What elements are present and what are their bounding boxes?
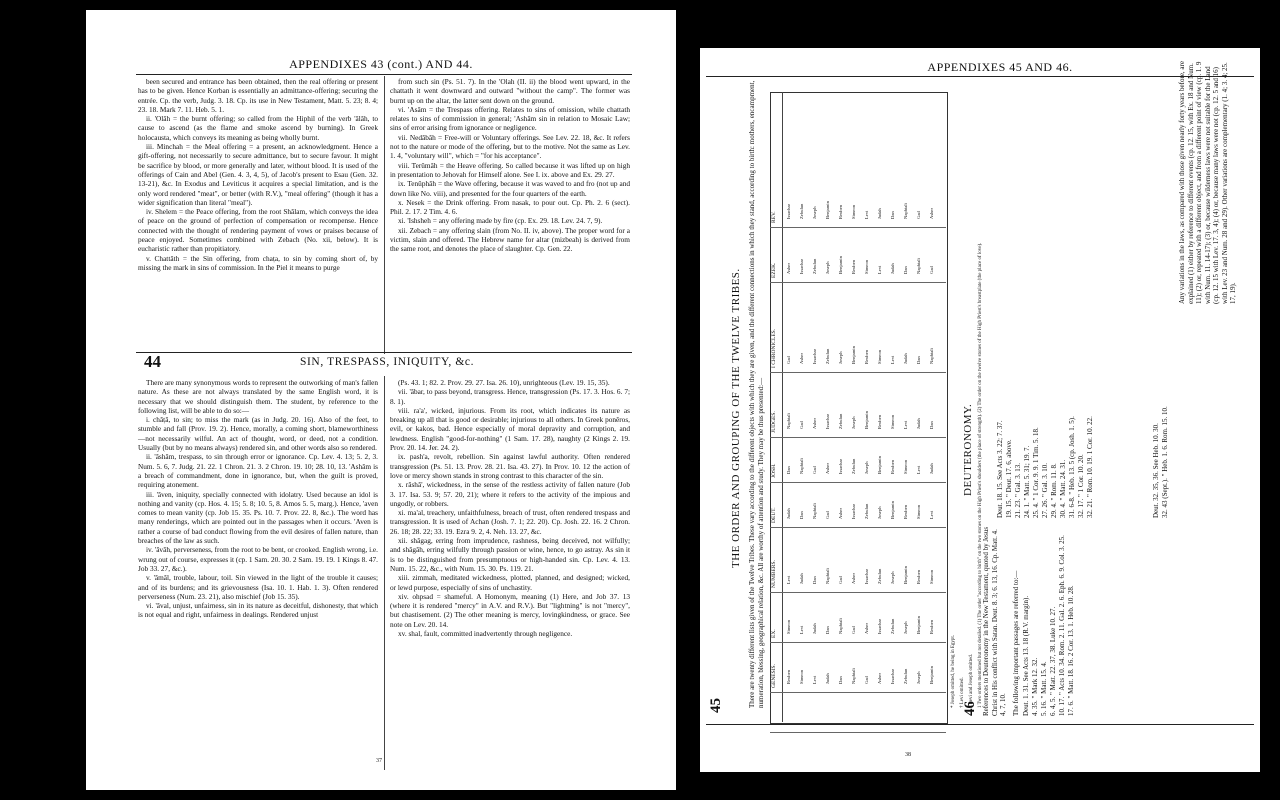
- table-cell: Simeon: [851, 204, 856, 219]
- table-cell: Judah: [877, 208, 882, 219]
- table-cell: Asher: [799, 353, 804, 364]
- reference-line: 17. 6. " Matt. 18. 16. 2 Cor. 13. 1. Heb. 10. 28.: [1067, 585, 1075, 716]
- table-cell: Benjamin: [838, 256, 843, 274]
- table-cell: Asher: [851, 573, 856, 584]
- reference-line: Deut. 18. 15. See Acts 3. 22; 7. 37.: [996, 420, 1004, 518]
- paragraph: v. Chattâth = the Sin offering, from chaṭa, to sin by coming short of, by missing the mark in sins of commission. In the Piel it means to purge: [138, 253, 378, 272]
- paragraph: viii. ra'a', wicked, injurious. From its root, which indicates its nature as breaking up all that is good or desirable; injurious to all others. In Greek ponêros, evil, or kakos, bad. Hence especially of moral depravity and corruption, and lewdness. English "good-for-nothing" (1 Sam. 17. 28), naughty (2 Kings 2. 19. Prov. 20. 14. Jer. 24. 2).: [390, 405, 630, 453]
- paragraph: iv. 'âvâh, perverseness, from the root to be bent, or crooked. English wrong, i.e. wrung out of course, expresses it (cp. 1 Sam. 20. 30. 2 Sam. 19. 19. 1 Kings 8. 47. Job 33. 27, &c.).: [138, 545, 378, 573]
- page-number: 38: [905, 752, 911, 758]
- table-column-header: I CHRONICLES.: [771, 328, 777, 368]
- table-cell: Naphtali: [916, 258, 921, 274]
- table-cell: Reuben: [786, 669, 791, 684]
- paragraph: xi. 'Ishsheh = any offering made by fire (cp. Ex. 29. 18. Lev. 24. 7, 9).: [398, 216, 603, 226]
- table-cell: Judah: [903, 353, 908, 364]
- table-cell: Judah: [825, 673, 830, 684]
- table-cell: Asher: [864, 623, 869, 634]
- header-rule: [136, 74, 632, 75]
- table-cell: Issachar: [851, 503, 856, 519]
- table-cell: Naphtali: [799, 458, 804, 474]
- table-cell: Benjamin: [903, 566, 908, 584]
- paragraph: xii. shâgag, erring from imprudence, rashness, being deceived, not wilfully; and shâgâh, erring wilfully through passion or wine, hence, to go astray. As sin it is to be distinguished from presumptuous or high-handed sin. Cp. Lev. 4. 13. Num. 15. 22, &c., with Num. 15. 30. Ps. 119. 21.: [390, 536, 630, 573]
- upper-left-column: [138, 77, 378, 272]
- section-46-title: DEUTERONOMY.: [962, 403, 974, 496]
- reference-line: 27. 26. " Gal. 3. 10.: [1041, 463, 1049, 518]
- table-cell: Benjamin: [877, 456, 882, 474]
- reference-line: 32. 17. " 1 Cor. 10. 20.: [1077, 454, 1085, 518]
- table-cell: Reuben: [929, 619, 934, 634]
- table-cell: Levi: [929, 510, 934, 519]
- table-cell: Naphtali: [825, 568, 830, 584]
- table-cell: Benjamin: [851, 346, 856, 364]
- paragraph: been secured and entrance has been obtained, then the real offering or present has to be given. Hence Korban is essentially an admittance-offering; securing the entrée. Cp. the verb, Judg. 3. 18. Cp. its use in New Testament, Matt. 5. 23; 8. 4; 23. 18. Mark 7. 11. Heb. 5. 1.: [138, 77, 378, 114]
- table-column-rule: [770, 692, 946, 693]
- reference-line: 25. 4. " 1 Cor. 9. 9. 1 Tim. 5. 18.: [1032, 427, 1040, 518]
- lower-right-column: [390, 378, 630, 638]
- reference-line: 19. 15. " Deut. 17. 6, above.: [1005, 439, 1013, 518]
- table-cell: Gad: [851, 626, 856, 634]
- paragraph: (Ps. 43. 1; 82. 2. Prov. 29. 27. Isa. 26. 10), unrighteous (Lev. 19. 15, 35).: [398, 378, 610, 387]
- table-cell: Judah: [916, 418, 921, 429]
- table-cell: Reuben: [916, 569, 921, 584]
- section-46-closing: Any variations in the laws, as compared with those given nearly forty years before, are explained (1) either by reference to different events (cp. 12. 15, with Ex. 18 and Num. 11); (2) or, repeated with a different object, and from a different point of view (cp. 1. 9 with Num. 11. 14-17); (3) or, because wilderness laws were not suitable for the Land (cp. 12. 15 with Lev. 17. 3, 4); (4) or, because many laws were not (cp. 12. 5 and 16) with Lev. 23 and Num. 28 and 29). Other variations are complementary (1. 4; 3. 4; 25. 17, 19).: [1178, 61, 1237, 304]
- table-cell: Gad: [786, 356, 791, 364]
- reference-line: 5. 16. " Matt. 15. 4.: [1040, 661, 1048, 716]
- table-column-rule: [770, 227, 946, 228]
- paragraph: vii. 'âbar, to pass beyond, transgress. Hence, transgression (Ps. 17. 3. Hos. 6. 7; 8. 1).: [390, 387, 630, 406]
- table-cell: Zebulun: [877, 568, 882, 584]
- table-cell: Zebulun: [799, 203, 804, 219]
- paragraph: x. râshâ', wickedness, in the sense of the restless activity of fallen nature (Job 3. 17. Isa. 53. 9; 57. 20, 21); where it refers to the activity of the impious and ungodly, or robbers.: [390, 480, 630, 508]
- table-cell: Benjamin: [890, 501, 895, 519]
- paragraph: ii. 'Olâh = the burnt offering; so called from the Hiphil of the verb 'âlâh, to cause to ascend (as the flame and smoke ascend by burning). In Greek holocausta, which conveys its meaning as being wholly burnt.: [138, 114, 378, 142]
- table-column-header: DEUT.: [771, 507, 777, 523]
- table-cell: Zebulun: [838, 413, 843, 429]
- table-cell: Zebulun: [890, 618, 895, 634]
- paragraph: xv. shal, fault, committed inadvertently through negligence.: [398, 629, 573, 639]
- table-cell: Reuben: [864, 349, 869, 364]
- right-page-header: APPENDIXES 45 AND 46.: [927, 60, 1073, 74]
- table-cell: Issachar: [812, 348, 817, 364]
- page-number: 37: [376, 758, 382, 764]
- table-cell: Judah: [890, 263, 895, 274]
- table-cell: Dan: [890, 211, 895, 219]
- section-number: 44: [144, 352, 161, 371]
- reference-line: 29. 4. " Rom. 11. 8.: [1050, 463, 1058, 518]
- table-cell: Naphtali: [903, 203, 908, 219]
- left-page: [86, 10, 676, 790]
- table-cell: Simeon: [864, 259, 869, 274]
- header-rule: [706, 76, 1254, 77]
- table-cell: Joseph: [812, 206, 817, 219]
- reference-line: 21. 23. " Gal. 3. 13.: [1014, 463, 1022, 518]
- reference-line: 24. 1. " Matt. 5. 31; 19. 7.: [1023, 445, 1031, 518]
- table-cell: Joseph: [825, 261, 830, 274]
- paragraph: iii. Minchah = the Meal offering = a present, an acknowledgment. Hence a gift-offering, not necessarily to secure admittance, but to secure favour. It might be sacrifice by blood, or more generally and later, without blood. It is used of the offerings of Cain and Abel (Gen. 4. 3, 4, 5), of Jacob's present to Esau (Gen. 32. 13-21), &c. In Exodus and Leviticus it acquires a special limitation, and is the only word rendered "meat", or better (with R.V.), "meal offering" (though it has a wider signification than literal "meal").: [138, 142, 378, 207]
- table-cell: Reuben: [877, 414, 882, 429]
- table-cell: Zebulun: [903, 668, 908, 684]
- table-column-rule: [770, 592, 946, 593]
- table-cell: Levi: [916, 465, 921, 474]
- table-column-header: JUDGES.: [771, 411, 777, 433]
- table-cell: Simeon: [877, 349, 882, 364]
- table-cell: Naphtali: [851, 668, 856, 684]
- paragraph: xi. ma'al, treachery, unfaithfulness, breach of trust, often rendered trespass and transgression. It is used of Achan (Josh. 7. 1; 22. 20). Cp. Josh. 22. 16. 2 Chron. 26. 18; 28. 22; 33. 19. Ezra 9. 2, 4. Neh. 13. 27, &c.: [390, 508, 630, 536]
- table-cell: Asher: [825, 463, 830, 474]
- table-column-rule: [770, 642, 946, 643]
- table-cell: Dan: [799, 511, 804, 519]
- reference-line: 32. 43 (Sept.). " Heb. 1. 6. Rom. 15. 10.: [1161, 406, 1169, 518]
- table-cell: Zebulun: [864, 503, 869, 519]
- table-cell: Zebulun: [825, 348, 830, 364]
- table-cell: Simeon: [916, 504, 921, 519]
- table-cell: Dan: [786, 466, 791, 474]
- table-cell: Asher: [838, 508, 843, 519]
- footnote: ‡ Levi and Joseph omitted.: [969, 653, 974, 708]
- table-column-rule: [770, 482, 946, 483]
- paragraph: v. 'âmâl, trouble, labour, toil. Sin viewed in the light of the trouble it causes; and of its burdens; and its grievousness (Isa. 10. 1. Hab. 1. 3). Often rendered perverseness (Num. 23. 21), also mischief (Job 15. 35).: [138, 573, 378, 601]
- table-cell: Simeon: [929, 569, 934, 584]
- paragraph: ix. pash'a, revolt, rebellion. Sin against lawful authority. Often rendered transgression (Ps. 51. 13. Prov. 28. 21. Isa. 43. 27). In Prov. 10. 12 the action of love or mercy shown stands in strong contrast to this character of the sin.: [390, 452, 630, 480]
- table-cell: Issachar: [825, 413, 830, 429]
- table-cell: Issachar: [838, 458, 843, 474]
- reference-line: Deut. 32. 35, 36. See Heb. 10. 30.: [1152, 423, 1160, 518]
- table-cell: Benjamin: [825, 201, 830, 219]
- paragraph: xiv. ohpsad = shameful. A Homonym, meaning (1) Here, and Job 37. 13 (where it is rendered "mercy" in A.V. and R.V.). But "lightning" is not "mercy", but chastisement. (2) The other meaning is mercy, lovingkindness, or grace. See note on Lev. 20. 14.: [390, 591, 630, 629]
- reference-line: 6. 4, 5. " Matt. 22. 37, 38. Luke 10. 27.: [1049, 606, 1057, 716]
- table-cell: Levi: [877, 265, 882, 274]
- table-cell: Simeon: [786, 619, 791, 634]
- paragraph: There are many synonymous words to represent the outworking of man's fallen nature. As these are not always translated by the same English word, it is necessary that we should distinguish them. The student, by reference to the following list, will be able to do so:—: [138, 378, 378, 415]
- table-cell: Joseph: [864, 461, 869, 474]
- table-column-rule: [770, 372, 946, 373]
- reference-line: 4. 35. " Mark 12. 32.: [1031, 657, 1039, 716]
- table-cell: Dan: [903, 266, 908, 274]
- left-page-header: APPENDIXES 43 (cont.) AND 44.: [289, 57, 473, 71]
- table-cell: Dan: [916, 356, 921, 364]
- section-46-number: 46: [962, 701, 978, 716]
- table-cell: Benjamin: [916, 616, 921, 634]
- table-cell: Issachar: [877, 618, 882, 634]
- table-cell: Asher: [877, 673, 882, 684]
- table-cell: Gad: [812, 466, 817, 474]
- table-cell: Judah: [812, 623, 817, 634]
- table-cell: Simeon: [890, 414, 895, 429]
- table-cell: Joseph: [903, 621, 908, 634]
- section-46-list-intro: The following important passages are referred to:—: [1012, 570, 1020, 716]
- table-cell: Naphtali: [838, 618, 843, 634]
- footnote: 1 Two orders mentioned but not detailed. (1) The order "according to birth" on the two stones on the High Priest's shoulders (the place of strength). (2) The order on the twelve stones of the High Priest's breastplate (the place of love).: [978, 242, 983, 708]
- table-cell: Dan: [929, 421, 934, 429]
- table-cell: Issachar: [890, 668, 895, 684]
- table-cell: Issachar: [799, 258, 804, 274]
- table-cell: Judah: [786, 508, 791, 519]
- table-column-header: EZEK.: [771, 262, 777, 278]
- paragraph: iv. Shelem = the Peace offering, from the root Shâlam, which conveys the idea of peace on the ground of perfection of compensation or recompense. Hence connected with the thought of rendering payment of vows or praises because of peace enjoyed. Sometimes combined with Zebach (No. xii, below). It is eucharistic rather than propitiatory.: [138, 207, 378, 254]
- table-cell: Benjamin: [929, 666, 934, 684]
- paragraph: vi. 'Asâm = the Trespass offering. Relates to sins of omission, while chattath relates to sins of commission in general; 'Ashâm sin in relation to Mosaic Law; sins of error arising from ignorance or negligence.: [390, 104, 630, 133]
- table-cell: Naphtali: [929, 348, 934, 364]
- paragraph: xii. Zebach = any offering slain (from No. II. iv, above). The proper word for a victim, slain and offered. The Hebrew name for altar (mizbeah) is derived from the same root, and denotes the place of slaughter. Cp. Gen. 22.: [390, 225, 630, 254]
- table-cell: Joseph: [838, 351, 843, 364]
- table-column-rule: [770, 527, 946, 528]
- table-cell: Levi: [786, 575, 791, 584]
- table-cell: Asher: [812, 418, 817, 429]
- table-cell: Zebulun: [851, 458, 856, 474]
- paragraph: iii. 'âven, iniquity, specially connected with idolatry. Used because an idol is nothing and vanity (cp. Hos. 4. 15; 5. 8; 10. 5, 8. Amos 5. 5, marg.). Hence, 'aven comes to mean vanity (cp. Job 15. 35. Ps. 10. 7. Prov. 22. 8, &c.). The word has many renderings, which are pointed out in the passages when it occurs. 'Aven is rather a course of bad conduct flowing from the evil desires of fallen nature, than breaches of the law as such.: [138, 489, 378, 546]
- reference-line: 32. 21. " Rom. 10. 19. 1 Cor. 10. 22.: [1086, 416, 1094, 518]
- table-cell: Levi: [799, 625, 804, 634]
- paragraph: i. châṭâ, to sin; to miss the mark (as in Judg. 20. 16). Also of the feet, to stumble and fall (Prov. 19. 2). Hence, morally, a coming short, blameworthiness—not necessarily wilful. An act of thought, word, or deed, not a condition. Usually (but by no means always) rendered sin, and other words also so rendered.: [138, 415, 378, 453]
- paragraph: vii. Nedâbâh = Free-will or Voluntary offerings. See Lev. 22. 18, &c. It refers not to the nature or mode of the offering, but to the motive. Not the same as Lev. 1. 4, "voluntary will", which = "for his acceptance".: [390, 132, 630, 161]
- table-cell: Levi: [812, 675, 817, 684]
- table-cell: Levi: [890, 355, 895, 364]
- table-column-header: JOSH.: [771, 463, 777, 478]
- table-cell: Judah: [929, 463, 934, 474]
- table-column-header: REV.: [771, 211, 777, 223]
- column-divider: [384, 76, 385, 354]
- table-cell: Dan: [812, 576, 817, 584]
- table-cell: Joseph: [877, 506, 882, 519]
- table-cell: Benjamin: [864, 411, 869, 429]
- section-45-title: THE ORDER AND GROUPING OF THE TWELVE TRIBES.: [730, 268, 742, 568]
- section-45-intro: There are twenty different lists given of the Twelve Tribes. These vary according to the different objects with which they are given, and the different connections in which they stand, according to birth: mothers, encampment, numeration, blessing, geographical relation, &c. All are worthy of attention and study. They may be thus presented:—: [748, 80, 765, 708]
- paragraph: ii. 'âshâm, trespass, to sin through error or ignorance. Cp. Lev. 4. 13; 5. 2, 3. Num. 5. 6, 7. Judg. 21. 22. 1 Chron. 21. 3. 2 Chron. 19. 10; 28. 10, 13. 'Ashâm is a breach of commandment, done in ignorance, but, when the guilt is proved, requiring atonement.: [138, 452, 378, 490]
- table-cell: Joseph: [916, 671, 921, 684]
- table-cell: Asher: [786, 263, 791, 274]
- table-cell: Dan: [838, 676, 843, 684]
- table-column-rule: [770, 437, 946, 438]
- paragraph: xiii. zimmah, meditated wickedness, plotted, planned, and designed; wicked, or lewd purpose, especially of sins of unchastity.: [390, 573, 630, 592]
- table-cell: Gad: [864, 676, 869, 684]
- table-cell: Gad: [799, 421, 804, 429]
- table-cell: Gad: [916, 211, 921, 219]
- section-46-intro: References to Deuteronomy in the New Testament, quoted by Jesus Christ in His conflict with Satan. Deut. 8. 3; 6. 13, 16. Cp. Matt. 4. 4, 7, 10.: [982, 526, 1007, 716]
- paragraph: x. Nesek = the Drink offering. From nasak, to pour out. Cp. Ph. 2. 6 (sect). Phil. 2. 17. 2 Tim. 4. 6.: [390, 197, 630, 217]
- table-cell: Joseph: [851, 416, 856, 429]
- table-column-header: EX.: [771, 629, 777, 638]
- footnote: * Joseph omitted, he being in Egypt.: [951, 634, 956, 708]
- table-cell: Simeon: [799, 669, 804, 684]
- right-page: [700, 48, 1260, 772]
- table-cell: Joseph: [890, 571, 895, 584]
- table-cell: Reuben: [890, 459, 895, 474]
- table-cell: Levi: [903, 420, 908, 429]
- table-cell: Naphtali: [812, 503, 817, 519]
- table-cell: Issachar: [786, 203, 791, 219]
- paragraph: ix. Tenûphâh = the Wave offering, because it was waved to and fro (not up and down like No. viii), and presented for the four quarters of the earth.: [390, 179, 630, 198]
- table-cell: Simeon: [903, 459, 908, 474]
- reference-line: Deut. 1. 31. See Acts 13. 18 (R.V. margin).: [1022, 595, 1030, 716]
- table-cell: Issachar: [864, 568, 869, 584]
- table-cell: Reuben: [838, 204, 843, 219]
- lower-left-column: [138, 378, 378, 620]
- table-cell: Asher: [929, 208, 934, 219]
- reference-line: 31. 6-8. " Heb. 13. 5 (cp. Josh. 1. 5).: [1068, 416, 1076, 518]
- table-cell: Reuben: [903, 504, 908, 519]
- table-cell: Levi: [864, 210, 869, 219]
- section-title: SIN, TRESPASS, INIQUITY, &c.: [300, 356, 475, 368]
- upper-right-column: [390, 77, 630, 254]
- section-rule: [136, 352, 632, 353]
- table-cell: Gad: [825, 511, 830, 519]
- table-column-header: GENESIS.: [771, 664, 777, 688]
- reference-line: 10. 17. " Acts 10. 34. Rom. 2. 11. Gal. 2. 6. Eph. 6. 9. Col. 3. 25.: [1058, 535, 1066, 716]
- paragraph: viii. Terûmâh = the Heave offering. So called because it was lifted up on high in presentation to Jehovah for Himself alone. See I. ix. above and Ex. 29. 27.: [390, 160, 630, 179]
- table-cell: Reuben: [851, 259, 856, 274]
- table-cell: Dan: [825, 626, 830, 634]
- table-cell: Judah: [799, 573, 804, 584]
- bottom-rule: [706, 724, 1254, 725]
- footnote: † Levi omitted.: [960, 677, 965, 708]
- table-cell: Zebulun: [812, 258, 817, 274]
- section-45-number: 45: [708, 698, 724, 713]
- table-column-rule: [770, 282, 946, 283]
- paragraph: vi. 'âval, unjust, unfairness, sin in its nature as deceitful, dishonesty, that which is not equal and right, unfairness in dealings. Rendered unjust: [138, 601, 378, 620]
- column-divider: [384, 376, 385, 770]
- table-column-header: NUMBERS.: [771, 560, 777, 588]
- table-column-rule: [770, 732, 946, 733]
- paragraph: from such sin (Ps. 51. 7). In the 'Olah (II. ii) the blood went upward, in the chattath it went downward and outward "without the camp". The former was burnt up on the altar, the latter sent down on the ground.: [390, 77, 630, 105]
- reference-line: 30. 4. " Matt. 24. 31.: [1059, 459, 1067, 518]
- table-cell: Gad: [929, 266, 934, 274]
- table-cell: Gad: [838, 576, 843, 584]
- table-cell: Naphtali: [786, 413, 791, 429]
- table-header-rule: [782, 92, 783, 722]
